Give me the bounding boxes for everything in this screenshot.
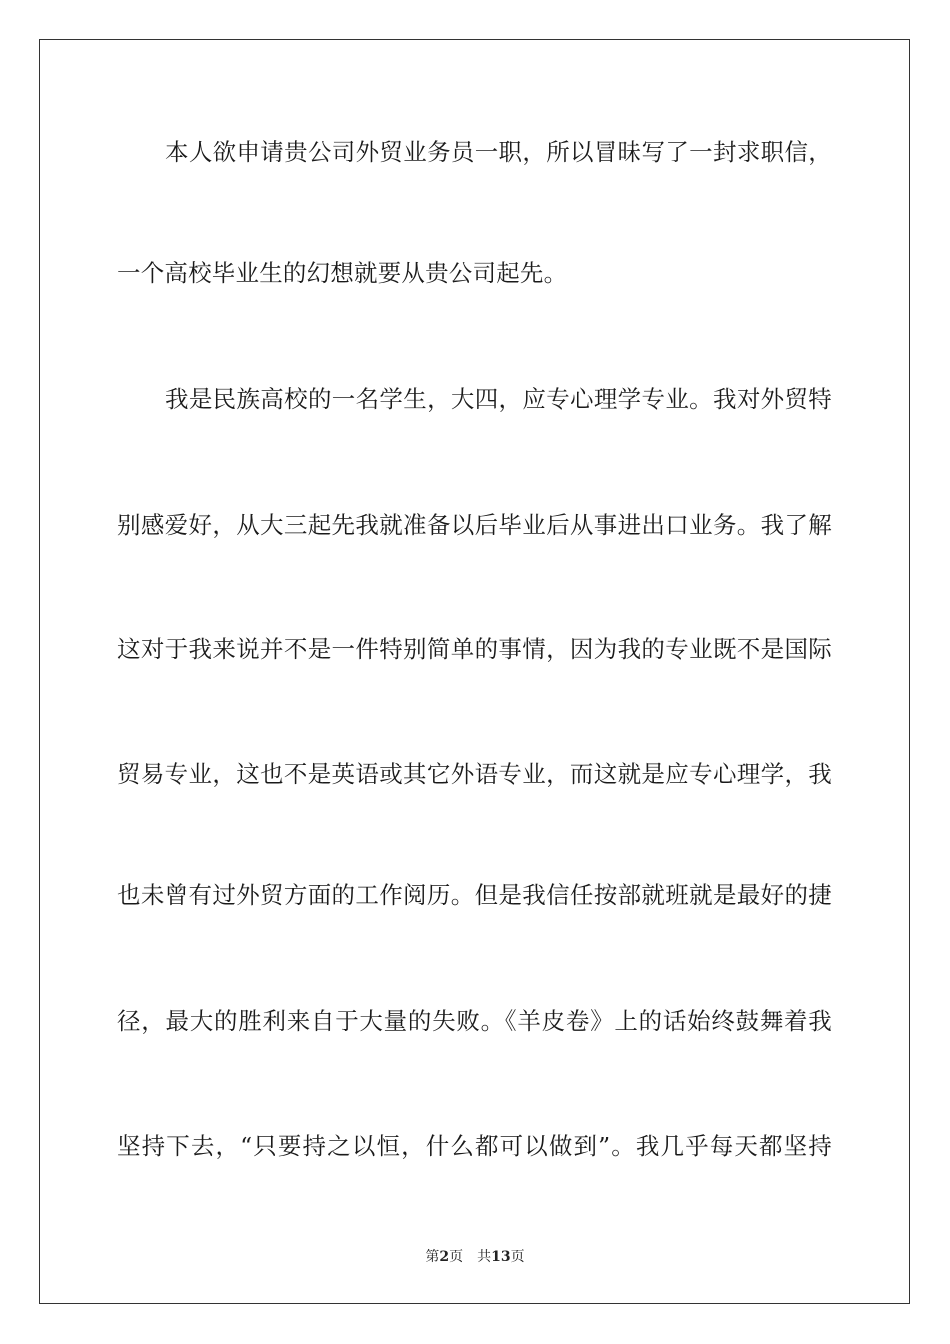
- footer-total-suffix: 页: [510, 1249, 525, 1265]
- paragraph-1-line-1: 本人欲申请贵公司外贸业务员一职，所以冒昧写了一封求职信，: [165, 138, 832, 166]
- footer-total-pages: 13: [491, 1249, 511, 1265]
- paragraph-2-line-6: 径，最大的胜利来自于大量的失败。《羊皮卷》上的话始终鼓舞着我: [117, 1007, 832, 1035]
- footer-page-number: 2: [439, 1249, 450, 1265]
- page-border: [39, 39, 910, 1304]
- paragraph-2-line-7: 坚持下去，“只要持之以恒，什么都可以做到”。我几乎每天都坚持: [117, 1132, 832, 1160]
- page-footer: [0, 1248, 950, 1266]
- paragraph-2-line-1: 我是民族高校的一名学生，大四，应专心理学专业。我对外贸特: [165, 385, 832, 413]
- footer-page-prefix: 第: [425, 1249, 440, 1265]
- footer-total-prefix: 共: [477, 1249, 492, 1265]
- paragraph-2-line-2: 别感爱好，从大三起先我就准备以后毕业后从事进出口业务。我了解: [117, 511, 832, 539]
- paragraph-1-line-2: 一个高校毕业生的幻想就要从贵公司起先。: [117, 259, 568, 287]
- paragraph-2-line-3: 这对于我来说并不是一件特别简单的事情，因为我的专业既不是国际: [117, 635, 832, 663]
- paragraph-2-line-4: 贸易专业，这也不是英语或其它外语专业，而这就是应专心理学，我: [117, 760, 832, 788]
- footer-page-suffix: 页: [449, 1249, 464, 1265]
- paragraph-2-line-5: 也未曾有过外贸方面的工作阅历。但是我信任按部就班就是最好的捷: [117, 881, 832, 909]
